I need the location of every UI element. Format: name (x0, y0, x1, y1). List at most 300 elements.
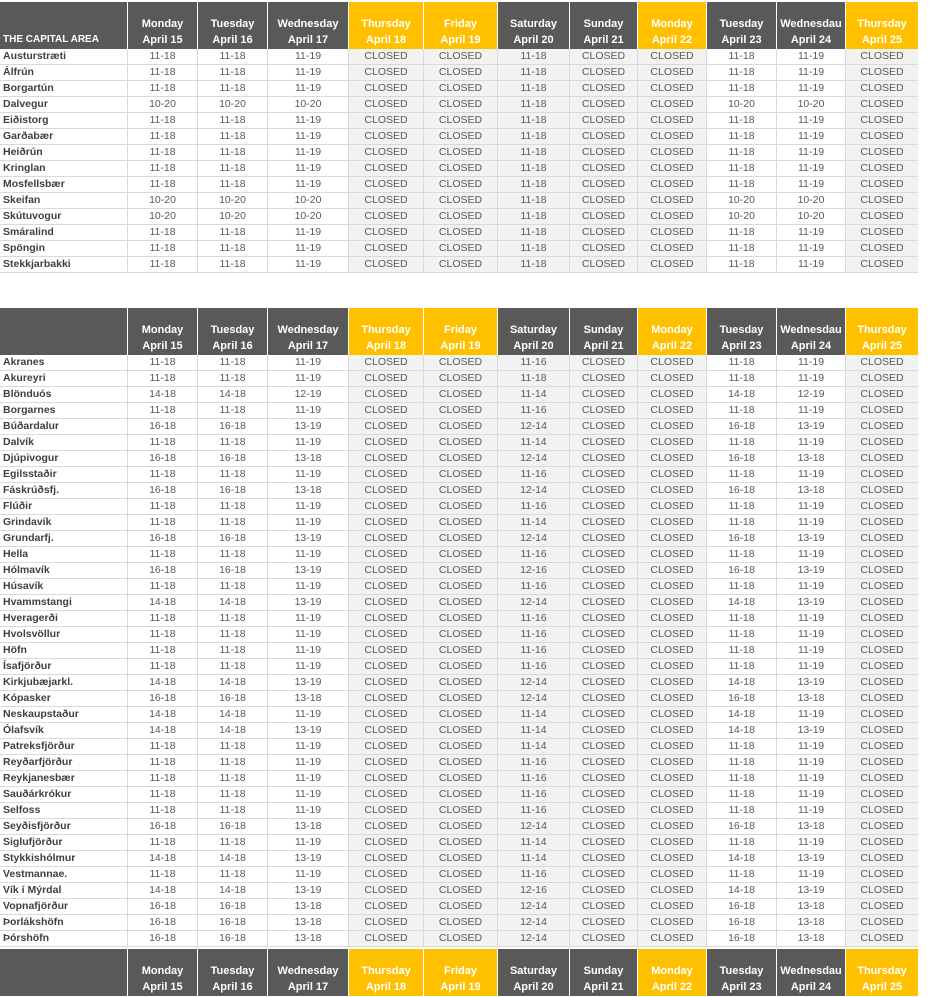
hours-cell: CLOSED (846, 371, 918, 387)
store-name: Sauðárkrókur (0, 787, 128, 803)
hours-cell: CLOSED (570, 355, 638, 371)
hours-cell: 11-19 (777, 771, 846, 787)
hours-cell: 16-18 (198, 451, 268, 467)
hours-cell: 11-18 (198, 515, 268, 531)
hours-cell: CLOSED (638, 867, 707, 883)
hours-cell: CLOSED (349, 931, 424, 947)
hours-cell: CLOSED (570, 771, 638, 787)
hours-cell: 13-18 (268, 915, 349, 931)
table-row (0, 403, 938, 419)
table-row (0, 225, 938, 241)
hours-cell: 11-18 (198, 867, 268, 883)
hours-cell: CLOSED (638, 515, 707, 531)
header-day-name: Tuesday (210, 18, 255, 30)
hours-cell: 11-18 (128, 867, 198, 883)
hours-cell: CLOSED (846, 627, 918, 643)
hours-cell: CLOSED (349, 803, 424, 819)
hours-cell: CLOSED (638, 627, 707, 643)
header-day-date: April 17 (287, 981, 329, 993)
header-day-5 (498, 949, 570, 996)
hours-cell: 10-20 (707, 193, 777, 209)
hours-cell: 11-18 (707, 371, 777, 387)
hours-cell: 11-19 (777, 611, 846, 627)
hours-cell: 11-19 (268, 739, 349, 755)
hours-cell: 11-18 (198, 49, 268, 65)
hours-cell: 13-18 (777, 915, 846, 931)
table-row (0, 867, 938, 883)
hours-cell: CLOSED (846, 483, 918, 499)
hours-cell: CLOSED (570, 387, 638, 403)
header-day-name: Monday (651, 324, 693, 336)
header-day-name: Friday (443, 965, 477, 977)
store-name: Dalvík (0, 435, 128, 451)
hours-cell: 11-19 (268, 371, 349, 387)
hours-cell: 11-19 (777, 755, 846, 771)
header-day-10 (846, 949, 918, 996)
hours-cell: 11-18 (198, 129, 268, 145)
hours-cell: 11-19 (777, 707, 846, 723)
hours-cell: 11-18 (128, 787, 198, 803)
hours-cell: 12-14 (498, 931, 570, 947)
hours-cell: 11-18 (707, 787, 777, 803)
hours-cell: 11-18 (198, 787, 268, 803)
hours-cell: 11-18 (128, 467, 198, 483)
table-row (0, 371, 938, 387)
hours-cell: 13-19 (777, 851, 846, 867)
header-day-name: Monday (141, 965, 184, 977)
hours-cell: 11-18 (198, 611, 268, 627)
hours-cell: 11-18 (198, 403, 268, 419)
hours-cell: CLOSED (424, 899, 498, 915)
hours-cell: 11-18 (198, 257, 268, 273)
hours-cell: 11-19 (268, 129, 349, 145)
header-day-5 (498, 2, 570, 49)
hours-cell: 11-18 (128, 81, 198, 97)
hours-cell: 11-19 (268, 435, 349, 451)
capital-area-table (0, 2, 938, 273)
hours-cell: 11-18 (707, 65, 777, 81)
hours-cell: 11-19 (777, 515, 846, 531)
hours-cell: 13-19 (268, 563, 349, 579)
header-day-name: Thursday (361, 324, 411, 336)
hours-cell: 11-18 (198, 643, 268, 659)
store-name: Reyðarfjörður (0, 755, 128, 771)
hours-cell: CLOSED (846, 563, 918, 579)
hours-cell: 10-20 (128, 193, 198, 209)
hours-cell: CLOSED (638, 419, 707, 435)
hours-cell: CLOSED (846, 177, 918, 193)
hours-cell: CLOSED (424, 371, 498, 387)
hours-cell: CLOSED (424, 161, 498, 177)
hours-cell: 11-18 (128, 129, 198, 145)
hours-cell: CLOSED (424, 403, 498, 419)
hours-cell: 11-19 (268, 65, 349, 81)
hours-cell: CLOSED (570, 739, 638, 755)
hours-cell: 11-18 (707, 803, 777, 819)
hours-cell: CLOSED (424, 915, 498, 931)
hours-cell: CLOSED (424, 129, 498, 145)
hours-cell: CLOSED (349, 257, 424, 273)
hours-cell: CLOSED (570, 563, 638, 579)
hours-cell: 11-18 (198, 499, 268, 515)
hours-cell: 13-18 (777, 483, 846, 499)
header-day-name: Saturday (509, 18, 558, 30)
hours-cell: 11-19 (268, 867, 349, 883)
hours-cell: 11-18 (128, 835, 198, 851)
hours-cell: 11-18 (707, 257, 777, 273)
header-day-date: April 24 (790, 340, 832, 352)
store-name: Dalvegur (0, 97, 128, 113)
hours-cell: CLOSED (846, 499, 918, 515)
hours-cell: 11-19 (268, 787, 349, 803)
header-day-7 (638, 2, 707, 49)
header-day-2 (268, 949, 349, 996)
hours-cell: 14-18 (198, 675, 268, 691)
hours-cell: 16-18 (707, 899, 777, 915)
hours-cell: 12-14 (498, 691, 570, 707)
hours-cell: 11-18 (707, 771, 777, 787)
hours-cell: CLOSED (570, 515, 638, 531)
hours-cell: 11-18 (198, 81, 268, 97)
store-name: Fáskrúðsfj. (0, 483, 128, 499)
hours-cell: 11-14 (498, 515, 570, 531)
hours-cell: CLOSED (349, 467, 424, 483)
header-day-7 (638, 308, 707, 355)
hours-cell: CLOSED (846, 161, 918, 177)
hours-cell: CLOSED (349, 355, 424, 371)
hours-cell: CLOSED (846, 867, 918, 883)
header-day-0 (128, 949, 198, 996)
hours-cell: 11-19 (777, 467, 846, 483)
hours-cell: 13-18 (777, 691, 846, 707)
hours-cell: 11-19 (777, 643, 846, 659)
hours-cell: 11-18 (707, 241, 777, 257)
hours-cell: CLOSED (570, 49, 638, 65)
hours-cell: 11-18 (498, 371, 570, 387)
header-day-name: Friday (443, 18, 477, 30)
hours-cell: 11-18 (198, 145, 268, 161)
hours-cell: CLOSED (638, 723, 707, 739)
hours-cell: CLOSED (638, 467, 707, 483)
hours-cell: 14-18 (198, 595, 268, 611)
hours-cell: CLOSED (570, 579, 638, 595)
hours-cell: CLOSED (638, 145, 707, 161)
hours-cell: CLOSED (638, 225, 707, 241)
header-day-name: Friday (443, 324, 477, 336)
hours-cell: CLOSED (846, 81, 918, 97)
hours-cell: CLOSED (638, 193, 707, 209)
header-day-date: April 18 (365, 981, 407, 993)
hours-cell: 13-18 (777, 931, 846, 947)
hours-cell: CLOSED (570, 819, 638, 835)
hours-cell: 11-18 (498, 129, 570, 145)
hours-cell: 16-18 (198, 915, 268, 931)
hours-cell: CLOSED (349, 563, 424, 579)
hours-cell: 11-18 (498, 65, 570, 81)
store-name: Höfn (0, 643, 128, 659)
hours-cell: CLOSED (846, 355, 918, 371)
store-name: Stykkishólmur (0, 851, 128, 867)
header-day-name: Wednesday (277, 324, 339, 336)
hours-cell: CLOSED (638, 531, 707, 547)
hours-cell: CLOSED (349, 627, 424, 643)
header-day-name: Thursday (857, 965, 907, 977)
header-day-name: Thursday (361, 965, 411, 977)
hours-cell: 12-16 (498, 883, 570, 899)
header-day-4 (424, 308, 498, 355)
hours-cell: CLOSED (638, 483, 707, 499)
hours-cell: 11-18 (198, 627, 268, 643)
hours-cell: 16-18 (128, 451, 198, 467)
hours-cell: 11-14 (498, 723, 570, 739)
store-name: Hvammstangi (0, 595, 128, 611)
header-day-9 (777, 308, 846, 355)
hours-cell: CLOSED (349, 915, 424, 931)
store-name: Hvolsvöllur (0, 627, 128, 643)
hours-cell: CLOSED (570, 81, 638, 97)
header-day-date: April 21 (583, 340, 624, 352)
hours-cell: 11-19 (777, 113, 846, 129)
hours-cell: 16-18 (128, 915, 198, 931)
hours-cell: 11-19 (777, 65, 846, 81)
hours-cell: CLOSED (846, 611, 918, 627)
hours-cell: 11-16 (498, 867, 570, 883)
hours-cell: CLOSED (424, 145, 498, 161)
hours-cell: CLOSED (349, 65, 424, 81)
header-day-8 (707, 949, 777, 996)
hours-cell: CLOSED (846, 257, 918, 273)
hours-cell: CLOSED (570, 899, 638, 915)
hours-cell: CLOSED (570, 225, 638, 241)
hours-cell: CLOSED (349, 49, 424, 65)
hours-cell: 11-16 (498, 547, 570, 563)
hours-cell: 14-18 (128, 851, 198, 867)
hours-cell: CLOSED (424, 755, 498, 771)
hours-cell: 11-19 (268, 177, 349, 193)
hours-cell: CLOSED (570, 851, 638, 867)
hours-cell: 13-18 (268, 899, 349, 915)
hours-cell: 16-18 (198, 483, 268, 499)
header-day-date: April 25 (861, 34, 903, 46)
hours-cell: 11-14 (498, 387, 570, 403)
hours-cell: CLOSED (424, 675, 498, 691)
store-name: Egilsstaðir (0, 467, 128, 483)
hours-cell: CLOSED (349, 193, 424, 209)
hours-cell: 13-19 (777, 531, 846, 547)
header-day-name: Wednesday (277, 965, 339, 977)
hours-cell: 10-20 (707, 209, 777, 225)
hours-cell: CLOSED (424, 627, 498, 643)
hours-cell: 11-18 (128, 355, 198, 371)
hours-cell: CLOSED (638, 739, 707, 755)
header-day-9 (777, 2, 846, 49)
header-day-date: April 19 (440, 340, 481, 352)
hours-cell: CLOSED (638, 915, 707, 931)
hours-cell: 13-19 (268, 675, 349, 691)
hours-cell: CLOSED (846, 643, 918, 659)
store-name: Kópasker (0, 691, 128, 707)
hours-cell: CLOSED (349, 515, 424, 531)
hours-cell: 14-18 (707, 851, 777, 867)
table-row (0, 419, 938, 435)
hours-cell: 14-18 (128, 595, 198, 611)
store-name: Seyðisfjörður (0, 819, 128, 835)
hours-cell: CLOSED (424, 803, 498, 819)
hours-cell: 11-18 (707, 355, 777, 371)
table-row (0, 49, 938, 65)
hours-cell: 14-18 (128, 723, 198, 739)
header-day-name: Saturday (509, 324, 558, 336)
hours-cell: CLOSED (570, 707, 638, 723)
table-row (0, 515, 938, 531)
hours-cell: 16-18 (707, 915, 777, 931)
hours-cell: 11-18 (498, 257, 570, 273)
hours-cell: 11-16 (498, 771, 570, 787)
hours-cell: 11-18 (128, 113, 198, 129)
header-day-8 (707, 2, 777, 49)
header-day-date: April 17 (287, 34, 329, 46)
table-row (0, 81, 938, 97)
hours-cell: CLOSED (570, 499, 638, 515)
header-day-date: April 22 (651, 981, 693, 993)
hours-cell: 11-18 (198, 755, 268, 771)
hours-cell: 11-18 (128, 579, 198, 595)
hours-cell: CLOSED (349, 675, 424, 691)
hours-cell: 11-18 (707, 739, 777, 755)
table-title (0, 949, 128, 996)
hours-cell: CLOSED (570, 547, 638, 563)
header-day-date: April 15 (142, 34, 183, 46)
hours-cell: 12-14 (498, 915, 570, 931)
hours-cell: CLOSED (846, 803, 918, 819)
table-row (0, 547, 938, 563)
hours-cell: 13-19 (777, 563, 846, 579)
hours-cell: CLOSED (424, 177, 498, 193)
header-day-date: April 19 (440, 34, 481, 46)
hours-cell: 11-18 (128, 627, 198, 643)
hours-cell: 11-18 (707, 467, 777, 483)
hours-cell: CLOSED (638, 241, 707, 257)
hours-cell: CLOSED (846, 435, 918, 451)
hours-cell: 11-19 (777, 787, 846, 803)
hours-cell: 12-14 (498, 419, 570, 435)
hours-cell: CLOSED (846, 515, 918, 531)
header-day-3 (349, 949, 424, 996)
hours-cell: CLOSED (424, 547, 498, 563)
hours-cell: CLOSED (424, 819, 498, 835)
header-day-date: April 20 (513, 340, 554, 352)
hours-cell: CLOSED (570, 177, 638, 193)
hours-cell: 10-20 (128, 209, 198, 225)
hours-cell: 11-19 (777, 129, 846, 145)
hours-cell: 11-16 (498, 643, 570, 659)
hours-cell: CLOSED (638, 65, 707, 81)
hours-cell: CLOSED (349, 867, 424, 883)
hours-cell: CLOSED (846, 883, 918, 899)
hours-cell: CLOSED (424, 193, 498, 209)
hours-cell: CLOSED (570, 145, 638, 161)
hours-cell: CLOSED (349, 145, 424, 161)
hours-cell: 11-19 (268, 145, 349, 161)
table-row (0, 595, 938, 611)
table-row (0, 659, 938, 675)
store-name: Vík í Mýrdal (0, 883, 128, 899)
hours-cell: CLOSED (570, 595, 638, 611)
hours-cell: CLOSED (846, 931, 918, 947)
table-row (0, 451, 938, 467)
hours-cell: CLOSED (570, 467, 638, 483)
hours-cell: 14-18 (198, 851, 268, 867)
header-day-name: Monday (141, 324, 184, 336)
hours-cell: 11-16 (498, 611, 570, 627)
header-day-3 (349, 2, 424, 49)
hours-cell: 11-18 (198, 161, 268, 177)
hours-cell: 16-18 (707, 819, 777, 835)
table-row (0, 787, 938, 803)
hours-cell: 11-19 (777, 161, 846, 177)
hours-cell: CLOSED (638, 499, 707, 515)
hours-cell: CLOSED (349, 499, 424, 515)
hours-cell: CLOSED (349, 387, 424, 403)
header-day-4 (424, 949, 498, 996)
hours-cell: CLOSED (846, 707, 918, 723)
hours-cell: CLOSED (846, 851, 918, 867)
table-row (0, 435, 938, 451)
hours-cell: 11-19 (268, 579, 349, 595)
table-row (0, 771, 938, 787)
store-name: Patreksfjörður (0, 739, 128, 755)
table-row (0, 161, 938, 177)
hours-cell: 11-18 (707, 145, 777, 161)
hours-cell: 11-16 (498, 499, 570, 515)
hours-cell: 13-19 (777, 723, 846, 739)
hours-cell: 11-19 (268, 835, 349, 851)
table-row (0, 707, 938, 723)
store-name: Hveragerði (0, 611, 128, 627)
header-day-date: April 23 (721, 340, 762, 352)
store-name: Garðabær (0, 129, 128, 145)
hours-cell: CLOSED (846, 467, 918, 483)
hours-cell: 11-18 (707, 499, 777, 515)
hours-cell: CLOSED (846, 225, 918, 241)
hours-cell: CLOSED (846, 193, 918, 209)
hours-cell: 12-19 (268, 387, 349, 403)
hours-cell: 11-16 (498, 803, 570, 819)
hours-cell: 14-18 (707, 723, 777, 739)
hours-cell: CLOSED (424, 97, 498, 113)
store-name: Reykjanesbær (0, 771, 128, 787)
hours-cell: CLOSED (424, 643, 498, 659)
hours-cell: CLOSED (846, 899, 918, 915)
hours-cell: CLOSED (424, 787, 498, 803)
hours-cell: CLOSED (570, 371, 638, 387)
hours-cell: 16-18 (128, 531, 198, 547)
header-day-date: April 16 (212, 340, 253, 352)
hours-cell: 11-18 (198, 547, 268, 563)
hours-cell: 14-18 (707, 707, 777, 723)
header-day-1 (198, 2, 268, 49)
store-name: Grundarfj. (0, 531, 128, 547)
hours-cell: CLOSED (846, 241, 918, 257)
store-name: Blönduós (0, 387, 128, 403)
hours-cell: CLOSED (349, 129, 424, 145)
header-day-7 (638, 949, 707, 996)
hours-cell: CLOSED (349, 209, 424, 225)
hours-cell: 11-14 (498, 435, 570, 451)
hours-cell: 16-18 (198, 931, 268, 947)
hours-cell: 13-19 (777, 595, 846, 611)
hours-cell: CLOSED (570, 531, 638, 547)
